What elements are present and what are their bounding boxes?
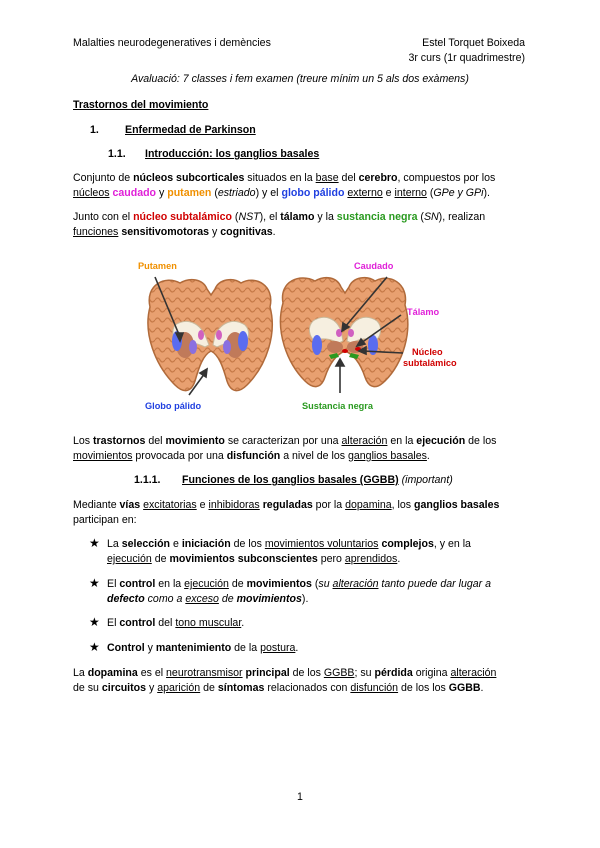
section-title: Trastornos del movimiento [73,99,209,111]
label-putamen: Putamen [138,261,177,271]
label-subtalamico: subtalámico [403,358,457,368]
heading-1-number: 1. [90,124,99,136]
heading-1-1-number: 1.1. [108,148,126,160]
bullet-item-2: El control en la ejecución de movimientos (su alteración tanto puede dar lugar a defecto como a exceso de movimientos). [107,578,491,605]
label-talamo: Tálamo [407,307,440,317]
header-author: Estel Torquet Boixeda [422,37,525,49]
subthalamic-mark [342,349,348,353]
functions-paragraph: Mediante vías excitatorias e inhibidoras reguladas por la dopamina, los ganglios basales participan en: [73,499,500,526]
header-term: 3r curs (1r quadrimestre) [408,52,525,64]
movement-disorders-paragraph: Los trastornos del movimiento se caracterizan por una alteración en la ejecución de los movimientos provocada por una disfunción a nivel de los ganglios basales. [73,435,497,462]
label-caudado: Caudado [354,261,394,271]
caudate-mark [336,329,342,337]
heading-1-1-1-number: 1.1.1. [134,474,161,486]
label-sustancia-negra: Sustancia negra [302,401,373,411]
heading-1-1-1: Funciones de los ganglios basales (GGBB) (important) [182,474,453,486]
bullet-star-icon: ★ [89,615,100,629]
right-brain-section [280,278,407,387]
brain-sections-illustration [135,255,480,417]
intro-paragraph-1: Conjunto de núcleos subcorticales situados en la base del cerebro, compuestos por los núcleos caudado y putamen (estriado) y el globo pálido externo e interno (GPe y GPi). [73,172,496,199]
basal-ganglia-figure [135,255,480,417]
header-course: Malalties neurodegeneratives i demències [73,37,271,49]
bullet-item-1: La selección e iniciación de los movimientos voluntarios complejos, y en la ejecución de movimientos subconscientes pero aprendidos. [107,538,471,565]
dopamine-paragraph: La dopamina es el neurotransmisor principal de los GGBB; su pérdida origina alteración de su circuitos y aparición de síntomas relacionados con disfunción de los los GGBB. [73,667,497,694]
page-number: 1 [297,791,303,803]
bullet-item-3: El control del tono muscular. [107,617,245,629]
left-brain-section [148,280,272,391]
label-globo-palido: Globo pálido [145,401,202,411]
bullet-star-icon: ★ [89,576,100,590]
header-evaluation: Avaluació: 7 classes i fem examen (treure mínim un 5 als dos exàmens) [131,73,469,85]
intro-paragraph-2: Junto con el núcleo subtalámico (NST), el tálamo y la sustancia negra (SN), realizan funciones sensitivomotoras y cognitivas. [73,211,486,238]
bullet-star-icon: ★ [89,640,100,654]
bullet-star-icon: ★ [89,536,100,550]
bullet-item-4: Control y mantenimiento de la postura. [107,642,299,654]
heading-1-1-title: Introducción: los ganglios basales [145,148,320,160]
heading-1-title: Enfermedad de Parkinson [125,124,256,136]
label-nucleo: Núcleo [412,347,443,357]
